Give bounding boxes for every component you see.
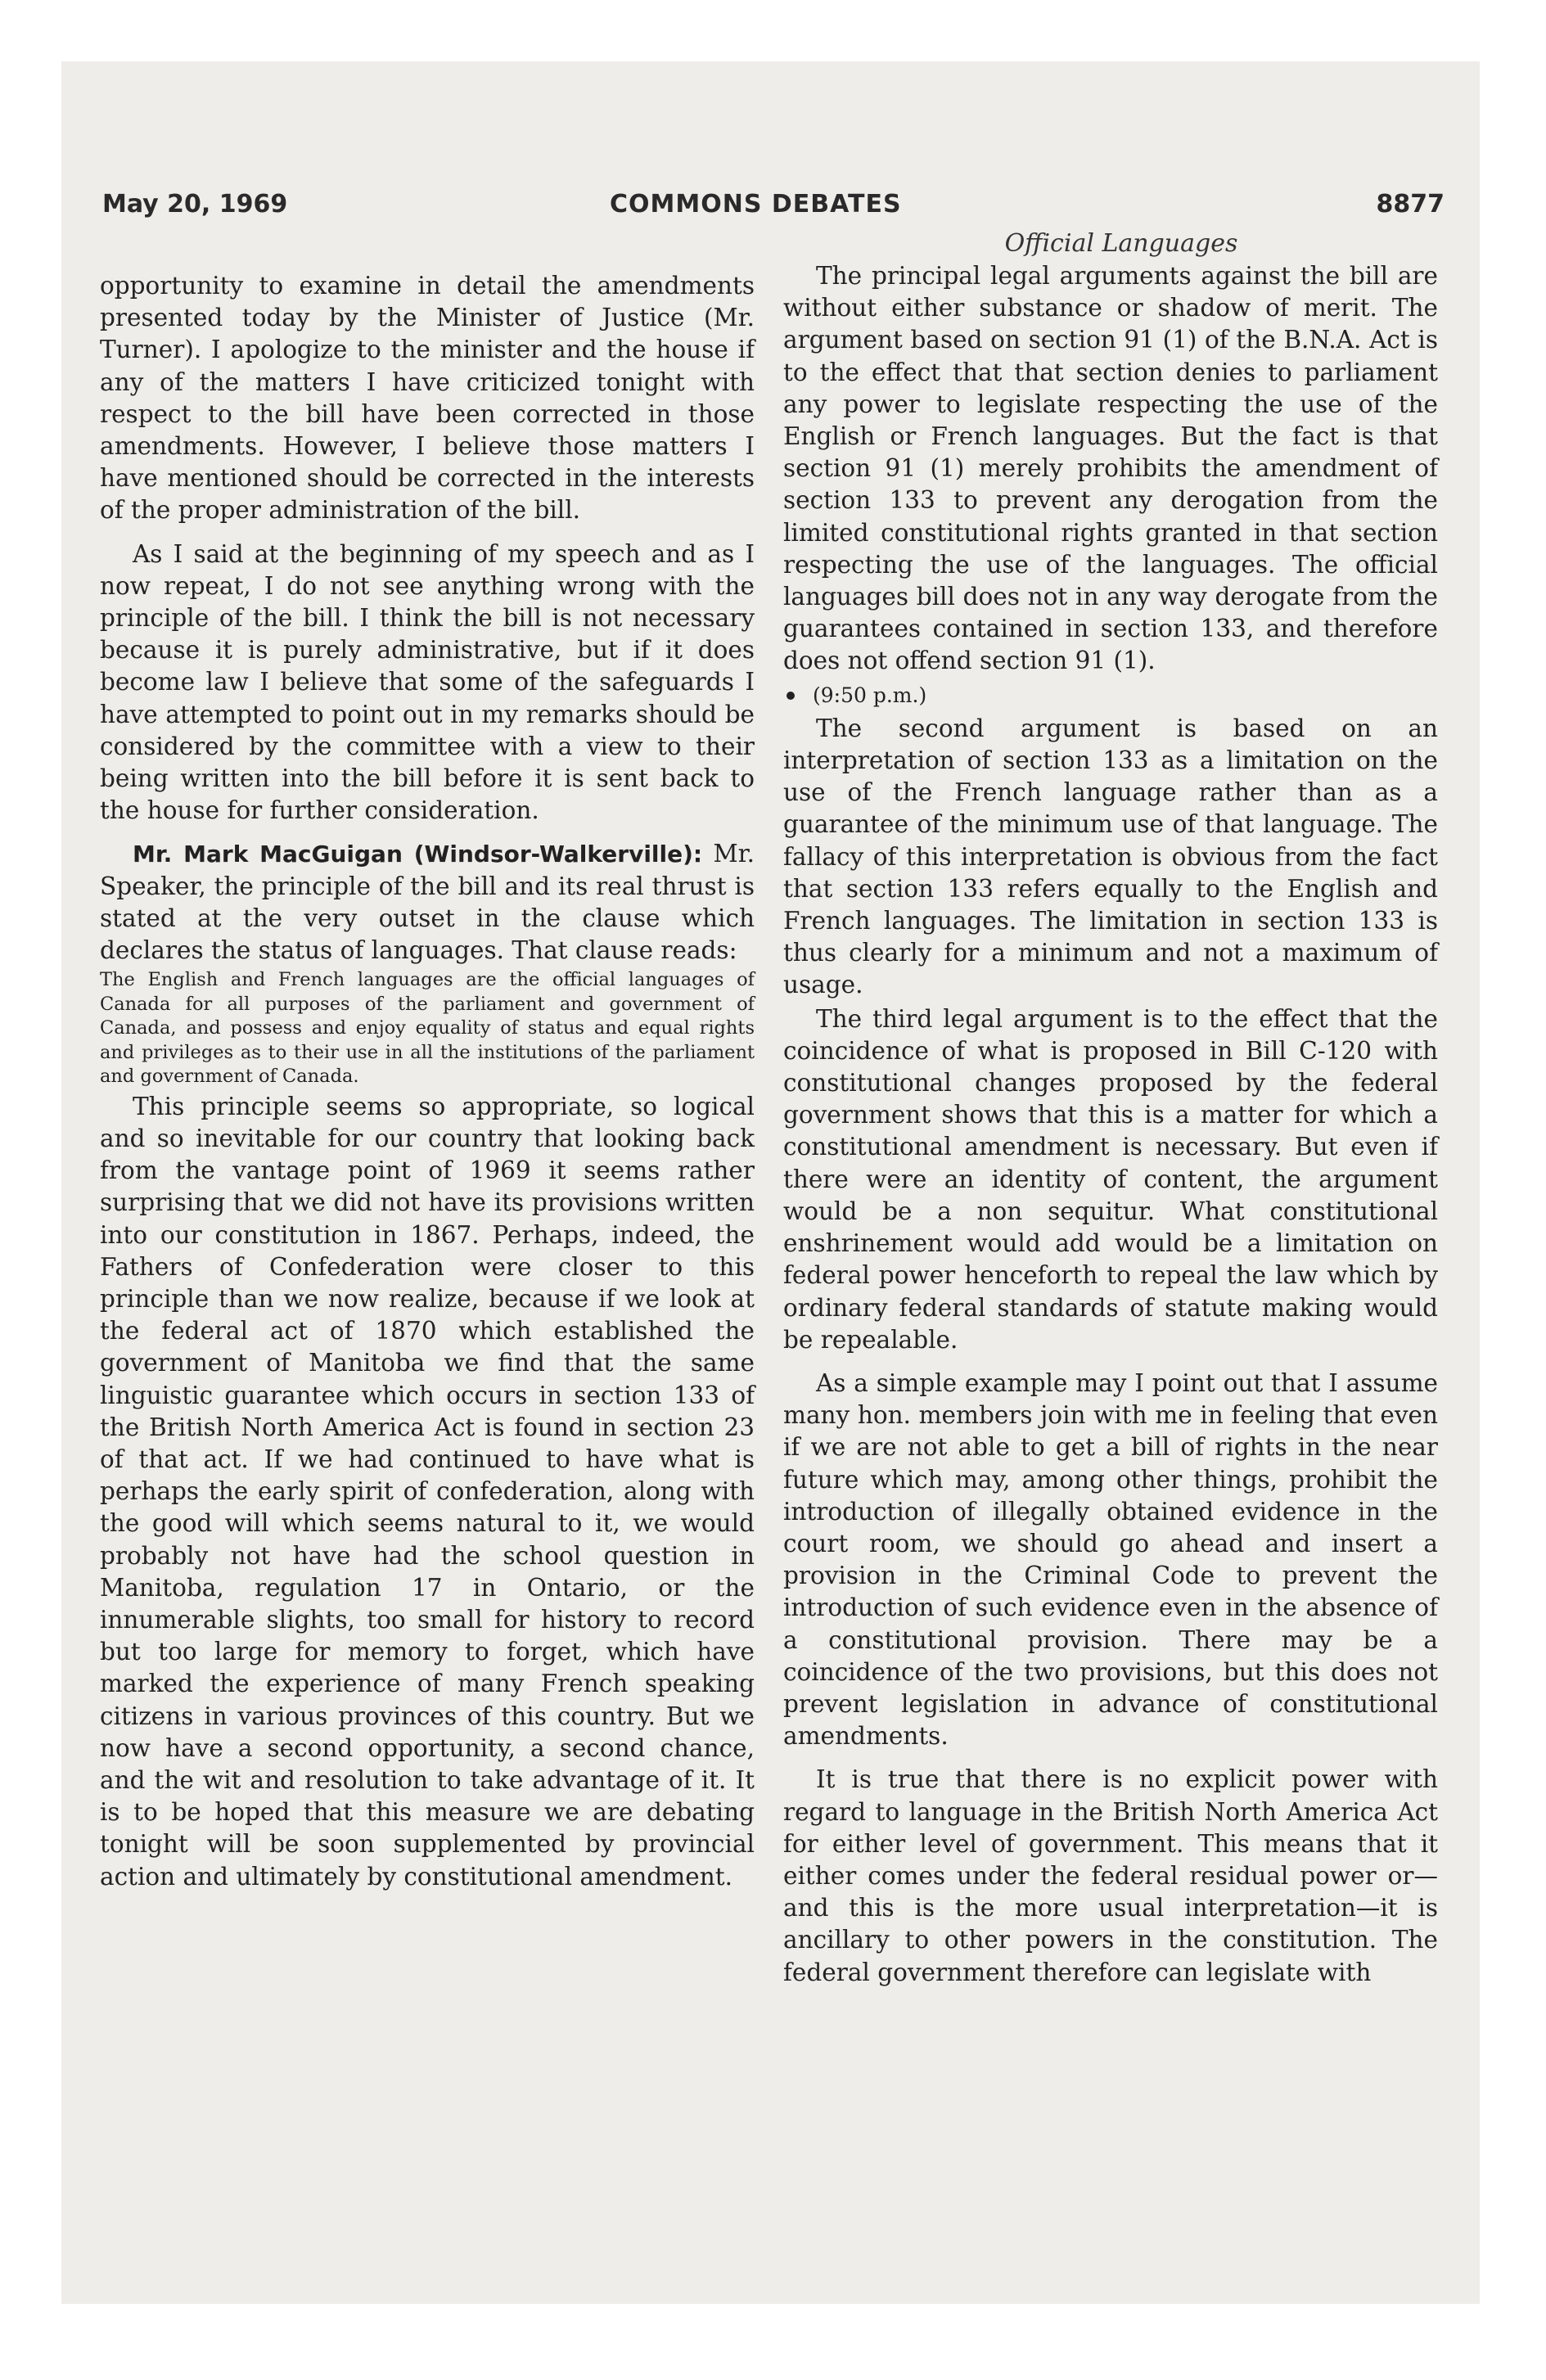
right-paragraph-4: As a simple example may I point out that I assume many hon. members join with me in feeling that even if we are not able to get a bill of rights in the near future which may, among other things, prohibit the introduction of illegally obtained evidence in the court room, we should go ahead and insert a provision in the Criminal Code to prevent the introduction of such evidence even in the absence of a constitutional provision. There may be a coincidence of the two provisions, but this does not prevent legislation in advance of constitutional amendments. [783,1368,1438,1751]
header-date: May 20, 1969 [102,190,288,219]
header-page-number: 8877 [1376,190,1445,219]
section-title: Official Languages [1004,229,1238,258]
speaker-name: Mr. Mark MacGuigan (Windsor-Walkerville): [133,841,703,868]
speaker-paragraph [100,838,755,967]
left-paragraph-1: opportunity to examine in detail the amendments presented today by the Minister of Justice (Mr. Turner). I apologize to the minister and the house if any of the matters I have criticized tonight with respect to the bill have been corrected in those amendments. However, I believe those matters I have mentioned should be corrected in the interests of the proper administration of the bill. [100,272,755,525]
time-stamp [783,679,1438,711]
bullet-icon [787,692,795,700]
right-column [783,260,1438,1990]
speaker-text: Mr. Speaker, the principle of the bill and its real thrust is stated at the very outset in the clause which declares the status of languages. That clause reads: [100,840,755,965]
right-paragraph-2: The second argument is based on an interpretation of section 133 as a limitation on the use of the French language rather than as a guarantee of the minimum use of that language. The fallacy of this interpretation is obvious from the fact that section 133 refers equally to the English and French languages. The limitation in section 133 is thus clearly for a minimum and not a maximum of usage. [783,714,1438,999]
right-paragraph-5: It is true that there is no explicit power with regard to language in the British North America Act for either level of government. This means that it either comes under the federal residual power or—and this is the more usual interpretation—it is ancillary to other powers in the constitution. The federal government therefore can legislate with [783,1765,1438,1986]
left-paragraph-4: This principle seems so appropriate, so logical and so inevitable for our country that looking back from the vantage point of 1969 it seems rather surprising that we did not have its provisions written into our constitution in 1867. Perhaps, indeed, the Fathers of Confederation were closer to this principle than we now realize, because if we look at the federal act of 1870 which established the government of Manitoba we find that the same linguistic guarantee which occurs in section 133 of the British North America Act is found in section 23 of that act. If we had continued to have what is perhaps the early spirit of confederation, along with the good will which seems natural to it, we would probably not have had the school question in Manitoba, regulation 17 in Ontario, or the innumerable slights, too small for history to record but too large for memory to forget, which have marked the experience of many French speaking citizens in various provinces of this country. But we now have a second opportunity, a second chance, and the wit and resolution to take advantage of it. It is to be hoped that this measure we are debating tonight will be soon supplemented by provincial action and ultimately by constitutional amendment. [100,1092,755,1891]
quoted-clause: The English and French languages are the official languages of Canada for all purposes of the parliament and government of Canada, and possess and enjoy equality of status and equal rights and privileges as to their use in all the institutions of the parliament and government of Canada. [100,969,755,1088]
left-column [100,270,755,1895]
right-paragraph-1: The principal legal arguments against the bill are without either substance or shadow of merit. The argument based on section 91 (1) of the B.N.A. Act is to the effect that that section denies to parliament any power to legislate respecting the use of the English or French languages. But the fact is that section 91 (1) merely prohibits the amendment of section 133 to prevent any derogation from the limited constitutional rights granted in that section respecting the use of the languages. The official languages bill does not in any way derogate from the guarantees contained in section 133, and therefore does not offend section 91 (1). [783,262,1438,675]
header-journal-title: COMMONS DEBATES [610,190,902,219]
left-paragraph-2: As I said at the beginning of my speech and as I now repeat, I do not see anything wrong with the principle of the bill. I think the bill is not necessary because it is purely administrative, but if it does become law I believe that some of the safeguards I have attempted to point out in my remarks should be considered by the committee with a view to their being written into the bill before it is sent back to the house for further consideration. [100,539,755,825]
time-stamp-text: (9:50 p.m.) [813,683,927,707]
page-header [102,190,1445,223]
right-paragraph-3: The third legal argument is to the effect that the coincidence of what is proposed in Bill C-120 with constitutional changes proposed by the federal government shows that this is a matter for which a constitutional amendment is necessary. But even if there were an identity of content, the argument would be a non sequitur. What constitutional enshrinement would add would be a limitation on federal power henceforth to repeal the law which by ordinary federal standards of statute making would be repealable. [783,1004,1438,1354]
